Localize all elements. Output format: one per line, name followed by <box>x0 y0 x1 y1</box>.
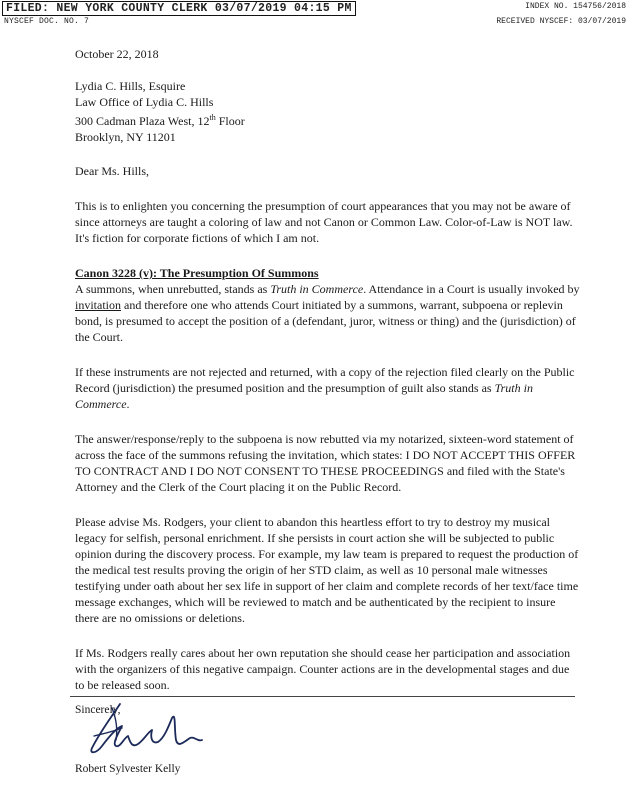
signature-divider <box>70 696 575 697</box>
advise-paragraph: Please advise Ms. Rodgers, your client to abandon this heartless effort to try to destroy my musical legacy for selfish, personal enrichment. If she persists in court action she will be subjected to public opinion during the discovery process. For example, my law team is prepared to request the production of the medical test results proving the origin of her STD claim, as well as 10 personal male witnesses testifying under oath about her sex life in support of her claim and complete records of her text/face time message exchanges, which will be reviewed to match and be authenticated by the recipient to insure there are no omissions or deletions. <box>75 515 579 625</box>
canon-section <box>75 265 580 345</box>
canon-text-a: A summons, when unrebutted, stands as <box>75 282 271 296</box>
street-floor: Floor <box>215 114 245 128</box>
signer-name: Robert Sylvester Kelly <box>75 763 181 775</box>
recipient-city: Brooklyn, NY 11201 <box>75 130 176 144</box>
letter-date: October 22, 2018 <box>75 47 159 61</box>
closing: Sincerely, <box>75 704 121 716</box>
rejection-paragraph <box>75 364 580 412</box>
recipient-firm: Law Office of Lydia C. Hills <box>75 95 214 109</box>
recipient-name: Lydia C. Hills, Esquire <box>75 79 186 93</box>
salutation: Dear Ms. Hills, <box>75 164 149 178</box>
recipient-street <box>75 110 580 129</box>
reputation-paragraph: If Ms. Rodgers really cares about her own reputation she should cease her participation and association with the organizers of this negative campaign. Counter actions are in the developmental stages and due to be released soon. <box>75 646 571 692</box>
canon-text-c: and therefore one who attends Court initiated by a summons, warrant, subpoena or replevin bond, is presumed to accept the position of a (defendant, juror, witness or thing) and the (jurisdiction) of the Court. <box>75 298 576 344</box>
recipient-address <box>75 78 580 145</box>
handwritten-signature <box>72 698 242 760</box>
street-ordinal: th <box>209 113 216 122</box>
p2-italic: Truth in Commerce <box>75 381 533 411</box>
canon-paragraph <box>75 281 580 345</box>
street-main: 300 Cadman Plaza West, 12 <box>75 114 210 128</box>
filed-stamp: FILED: NEW YORK COUNTY CLERK 03/07/2019 04:15 PM <box>2 1 356 16</box>
p2-text-a: If these instruments are not rejected and returned, with a copy of the rejection filed clearly on the Public Record (jurisdiction) the presumed position and the presumption of guilt also stands as <box>75 365 575 395</box>
index-number: INDEX NO. 154756/2018 <box>525 2 626 11</box>
canon-text-b: . Attendance in a Court is usually invoked by <box>363 282 580 296</box>
intro-paragraph: This is to enlighten you concerning the presumption of court appearances that you may not be aware of since attorneys are taught a coloring of law and not Canon or Common Law. Color-of-Law is NOT law. It's fiction for corporate fictions of which I am not. <box>75 199 573 245</box>
rebuttal-paragraph: The answer/response/reply to the subpoena is now rebutted via my notarized, sixteen-word statement of across the face of the summons refusing the invitation, which states: I DO NOT ACCEPT THIS OFFER TO CONTRACT AND I DO NOT CONSENT TO THESE PROCEEDINGS and filed with the State's Attorney and the Clerk of the Court placing it on the Public Record. <box>75 432 576 494</box>
canon-heading: Canon 3228 (v): The Presumption Of Summons <box>75 266 319 280</box>
received-stamp: RECEIVED NYSCEF: 03/07/2019 <box>496 17 626 26</box>
nyscef-doc-number: NYSCEF DOC. NO. 7 <box>4 17 90 26</box>
invitation-underlined: invitation <box>75 298 121 312</box>
canon-italic: Truth in Commerce <box>270 282 364 296</box>
p2-text-b: . <box>126 397 130 411</box>
letter-body <box>75 42 580 693</box>
